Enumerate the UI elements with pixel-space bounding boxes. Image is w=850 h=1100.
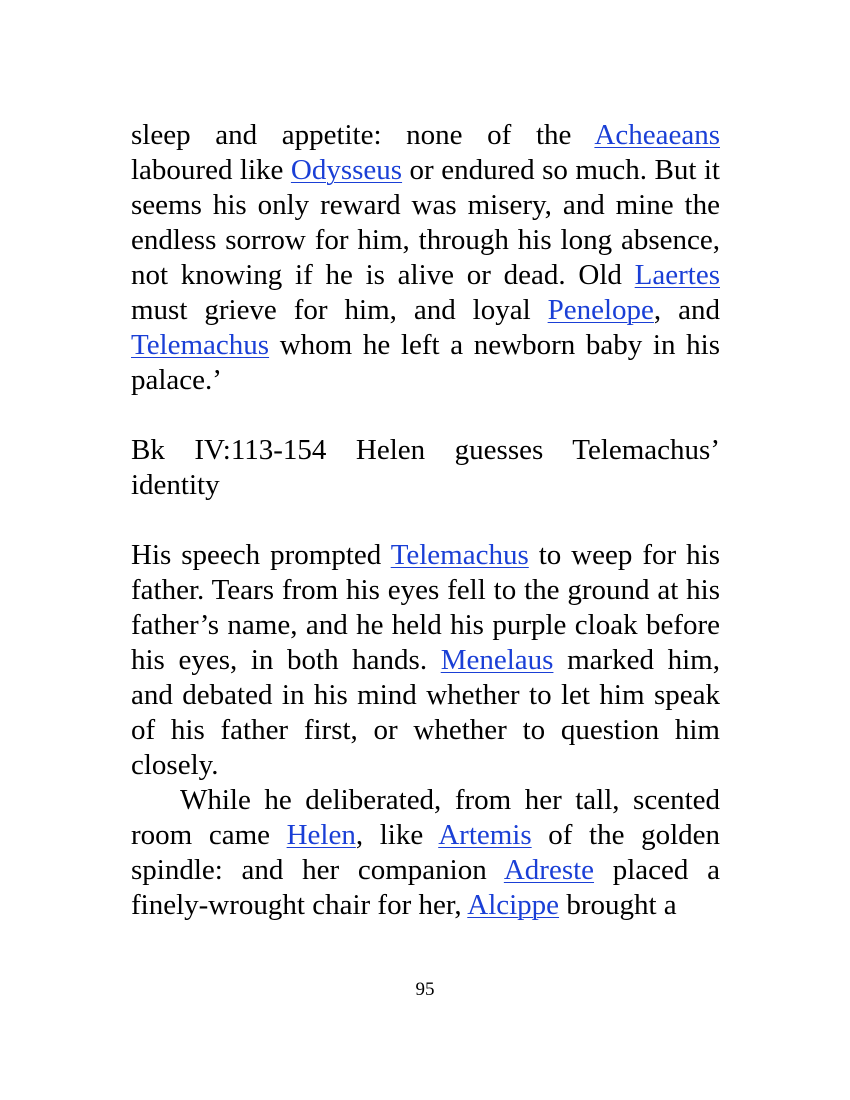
link-menelaus[interactable]: Menelaus [440,644,554,676]
link-acheaeans[interactable]: Acheaeans [594,119,720,151]
text-span: whom he left a newborn baby in his palace.’ [131,329,720,396]
link-penelope[interactable]: Penelope [547,294,654,326]
link-alcippe[interactable]: Alcippe [467,889,560,921]
text-span: , like [355,819,439,851]
text-span: to weep for his father. Tears from his eyes fell to the ground at his father’s name, and he held his purple cloak before his eyes, in both hands. [131,539,720,676]
link-telemachus[interactable]: Telemachus [390,539,529,571]
section-heading: Bk IV:113-154 Helen guesses Telemachus’ identity [131,434,720,501]
text-span: placed a finely-wrought chair for her, [131,854,720,921]
link-artemis[interactable]: Artemis [438,819,532,851]
text-span: sleep and appetite: none of the [131,119,595,151]
paragraph-helen-arrives [131,783,720,923]
page-body [131,118,720,923]
paragraph-telemachus-weeps [131,538,720,783]
text-span: must grieve for him, and loyal [131,294,548,326]
text-span: While he deliberated, from her tall, scented room came [131,784,720,851]
link-adreste[interactable]: Adreste [503,854,595,886]
link-odysseus[interactable]: Odysseus [290,154,403,186]
text-span: His speech prompted [131,539,391,571]
link-helen[interactable]: Helen [286,819,356,851]
text-span: , and [653,294,720,326]
text-span: of the golden spindle: and her companion [131,819,720,886]
text-span: marked him, and debated in his mind whether to let him speak of his father first, or whether to question him closely. [131,644,720,781]
paragraph-odysseus-lament [131,118,720,398]
text-span: or endured so much. But it seems his only reward was misery, and mine the endless sorrow for him, through his long absence, not knowing if he is alive or dead. Old [131,154,720,291]
text-span: laboured like [131,154,291,186]
page-number: 95 [415,979,435,1000]
text-span: brought a [559,889,677,921]
link-telemachus[interactable]: Telemachus [131,329,270,361]
link-laertes[interactable]: Laertes [634,259,720,291]
